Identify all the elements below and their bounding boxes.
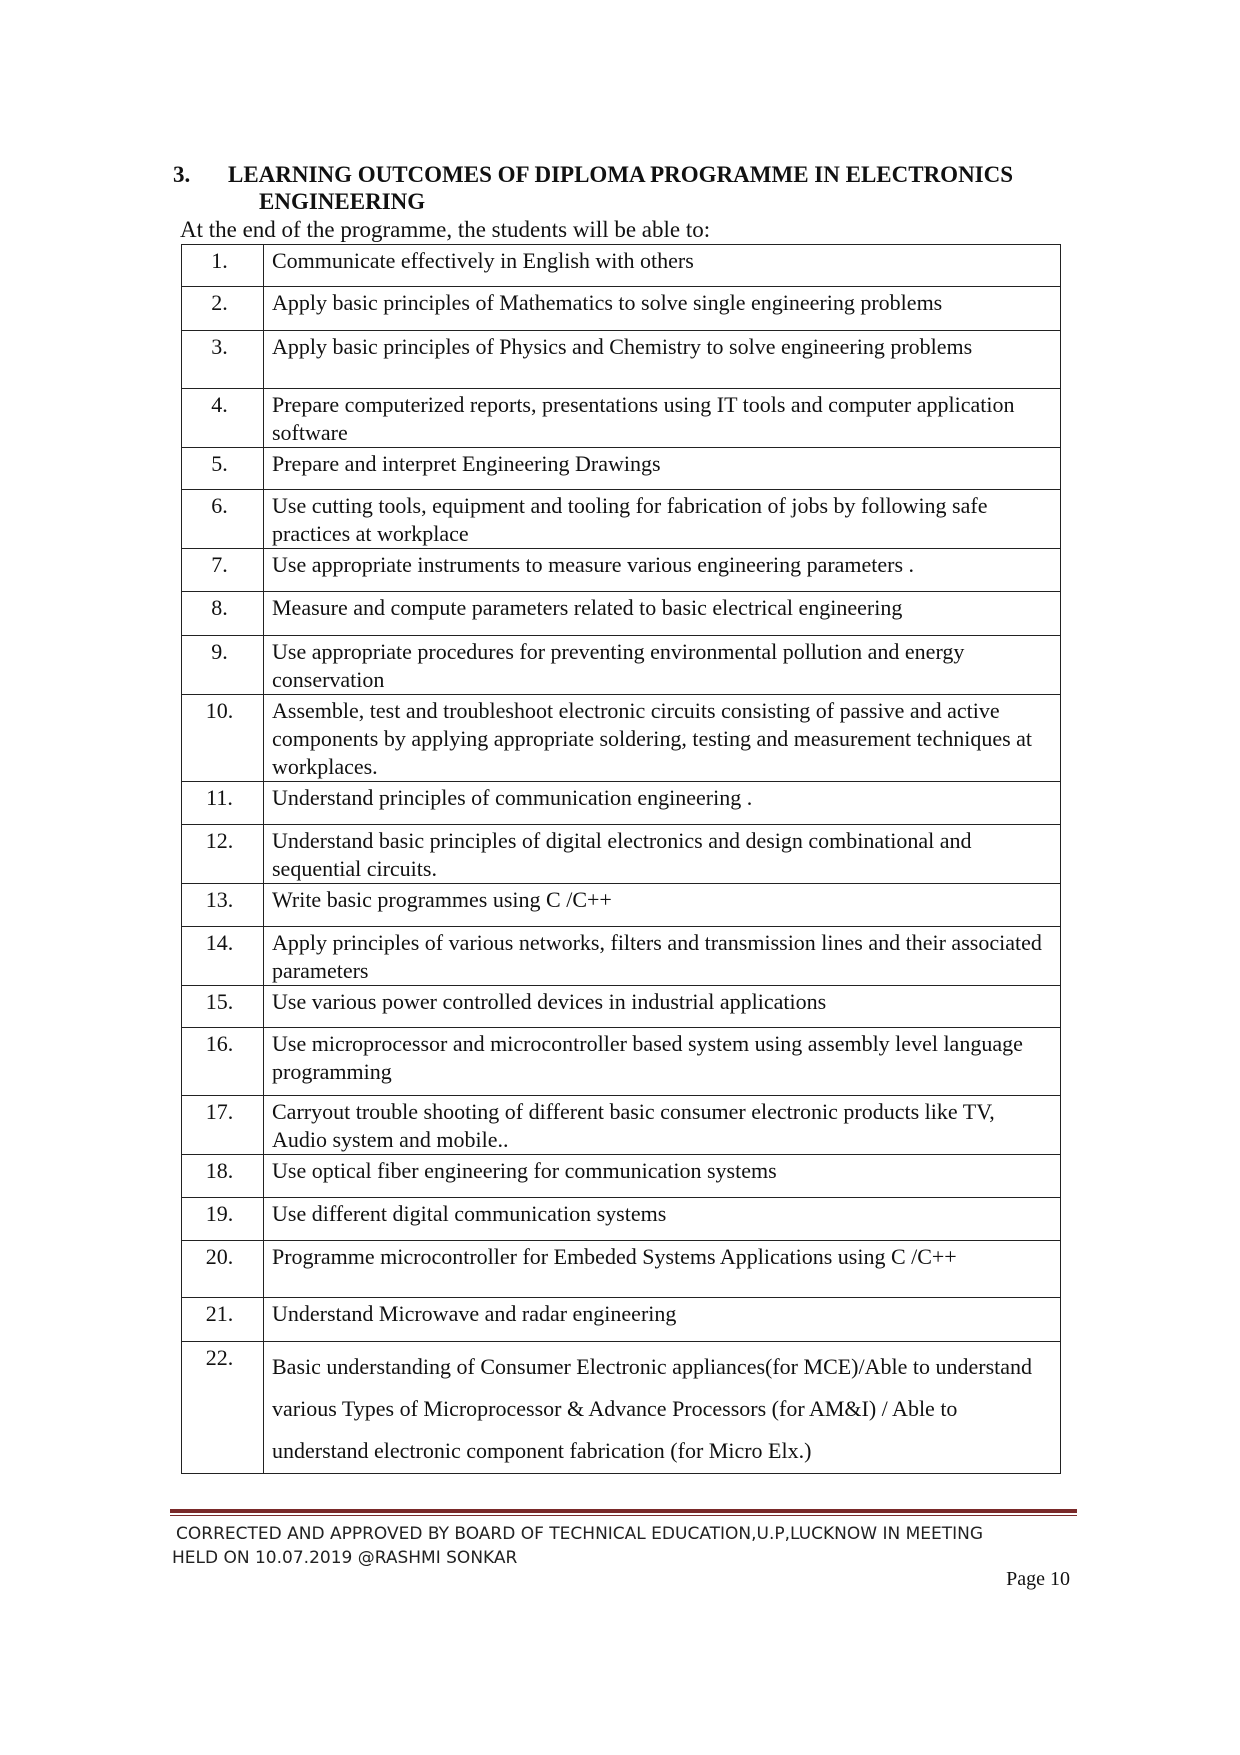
outcome-number: 12.: [182, 825, 264, 884]
outcome-number: 16.: [182, 1028, 264, 1096]
footer-line2: HELD ON 10.07.2019 @RASHMI SONKAR: [172, 1548, 518, 1568]
footer-rule-thick: [170, 1509, 1077, 1513]
section-title-line1: LEARNING OUTCOMES OF DIPLOMA PROGRAMME IN ELECTRONICS: [228, 162, 1014, 187]
outcome-text: Use different digital communication systems: [264, 1198, 1061, 1241]
outcome-text: Use optical fiber engineering for communication systems: [264, 1155, 1061, 1198]
outcome-text: Carryout trouble shooting of different basic consumer electronic products like TV, Audio system and mobile..: [264, 1096, 1061, 1155]
table-row: [182, 1241, 1061, 1298]
outcome-text: Understand Microwave and radar engineering: [264, 1298, 1061, 1342]
outcome-text: Basic understanding of Consumer Electronic appliances(for MCE)/Able to understand various Types of Microprocessor & Advance Processors (for AM&I) / Able to understand electronic component fabrication (for Micro Elx.): [264, 1342, 1061, 1474]
outcome-number: 17.: [182, 1096, 264, 1155]
outcome-text: Prepare and interpret Engineering Drawings: [264, 448, 1061, 490]
table-row: [182, 490, 1061, 549]
table-row: [182, 1096, 1061, 1155]
outcome-text: Write basic programmes using C /C++: [264, 884, 1061, 927]
table-row: [182, 1198, 1061, 1241]
table-row: [182, 927, 1061, 986]
table-row: [182, 636, 1061, 695]
table-row: [182, 389, 1061, 448]
outcome-number: 10.: [182, 695, 264, 782]
outcome-text: Apply principles of various networks, filters and transmission lines and their associated parameters: [264, 927, 1061, 986]
table-row: [182, 1028, 1061, 1096]
table-row: [182, 245, 1061, 287]
outcome-text: Communicate effectively in English with others: [264, 245, 1061, 287]
outcome-number: 18.: [182, 1155, 264, 1198]
outcome-number: 5.: [182, 448, 264, 490]
outcome-number: 13.: [182, 884, 264, 927]
outcome-number: 11.: [182, 782, 264, 825]
outcome-number: 14.: [182, 927, 264, 986]
table-row: [182, 825, 1061, 884]
outcome-text: Assemble, test and troubleshoot electronic circuits consisting of passive and active components by applying appropriate soldering, testing and measurement techniques at workplaces.: [264, 695, 1061, 782]
table-row: [182, 1342, 1061, 1474]
outcome-text: Apply basic principles of Physics and Chemistry to solve engineering problems: [264, 331, 1061, 389]
intro-text: At the end of the programme, the students will be able to:: [180, 217, 711, 242]
table-row: [182, 549, 1061, 592]
outcome-text: Use various power controlled devices in industrial applications: [264, 986, 1061, 1028]
table-row: [182, 287, 1061, 331]
table-row: [182, 782, 1061, 825]
outcome-number: 2.: [182, 287, 264, 331]
footer-rule-thin: [170, 1515, 1077, 1516]
table-row: [182, 331, 1061, 389]
table-row: [182, 592, 1061, 636]
outcome-number: 9.: [182, 636, 264, 695]
outcome-number: 4.: [182, 389, 264, 448]
outcome-number: 22.: [182, 1342, 264, 1474]
outcome-number: 7.: [182, 549, 264, 592]
outcome-number: 21.: [182, 1298, 264, 1342]
outcome-text: Programme microcontroller for Embeded Systems Applications using C /C++: [264, 1241, 1061, 1298]
outcome-number: 19.: [182, 1198, 264, 1241]
table-row: [182, 1155, 1061, 1198]
table-row: [182, 695, 1061, 782]
section-title-line2: ENGINEERING: [259, 189, 426, 214]
outcome-text: Use microprocessor and microcontroller based system using assembly level language programming: [264, 1028, 1061, 1096]
outcomes-table: [181, 244, 1061, 1474]
page-number: Page 10: [1006, 1568, 1070, 1590]
outcome-number: 15.: [182, 986, 264, 1028]
footer-line1: CORRECTED AND APPROVED BY BOARD OF TECHNICAL EDUCATION,U.P,LUCKNOW IN MEETING: [176, 1524, 984, 1544]
section-number: 3.: [173, 162, 191, 187]
table-row: [182, 986, 1061, 1028]
footer: [172, 1522, 1052, 1570]
outcome-text: Use appropriate procedures for preventing environmental pollution and energy conservation: [264, 636, 1061, 695]
outcome-text: Measure and compute parameters related to basic electrical engineering: [264, 592, 1061, 636]
outcome-text: Understand basic principles of digital electronics and design combinational and sequential circuits.: [264, 825, 1061, 884]
outcome-text: Use cutting tools, equipment and tooling for fabrication of jobs by following safe practices at workplace: [264, 490, 1061, 549]
outcome-number: 3.: [182, 331, 264, 389]
outcome-number: 8.: [182, 592, 264, 636]
outcome-number: 1.: [182, 245, 264, 287]
table-row: [182, 448, 1061, 490]
outcome-number: 20.: [182, 1241, 264, 1298]
table-row: [182, 1298, 1061, 1342]
outcome-text: Understand principles of communication engineering .: [264, 782, 1061, 825]
outcome-text: Use appropriate instruments to measure various engineering parameters .: [264, 549, 1061, 592]
table-row: [182, 884, 1061, 927]
outcome-text: Apply basic principles of Mathematics to solve single engineering problems: [264, 287, 1061, 331]
outcome-text: Prepare computerized reports, presentations using IT tools and computer application software: [264, 389, 1061, 448]
outcome-number: 6.: [182, 490, 264, 549]
